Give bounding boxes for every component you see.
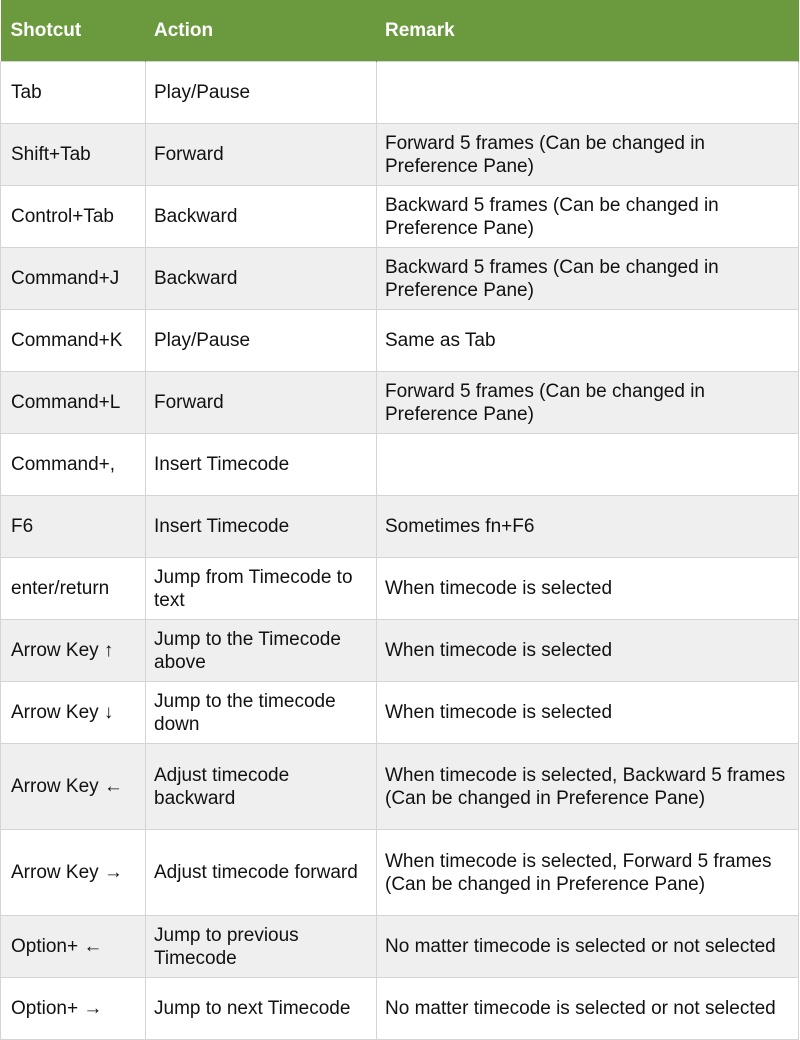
table-row xyxy=(1,310,799,372)
table-row xyxy=(1,830,799,916)
cell-remark: When timecode is selected, Backward 5 frames (Can be changed in Preference Pane) xyxy=(377,744,799,830)
cell-remark: When timecode is selected, Forward 5 frames (Can be changed in Preference Pane) xyxy=(377,830,799,916)
cell-shortcut: enter/return xyxy=(1,558,146,620)
cell-remark: No matter timecode is selected or not selected xyxy=(377,978,799,1040)
cell-shortcut: Option+ ← xyxy=(1,916,146,978)
cell-shortcut: Command+L xyxy=(1,372,146,434)
table-row xyxy=(1,916,799,978)
cell-action: Adjust timecode backward xyxy=(146,744,377,830)
cell-action: Backward xyxy=(146,248,377,310)
cell-remark: Backward 5 frames (Can be changed in Preference Pane) xyxy=(377,248,799,310)
table-row xyxy=(1,248,799,310)
cell-action: Adjust timecode forward xyxy=(146,830,377,916)
cell-remark: Forward 5 frames (Can be changed in Preference Pane) xyxy=(377,124,799,186)
cell-shortcut: Command+K xyxy=(1,310,146,372)
cell-shortcut: Command+, xyxy=(1,434,146,496)
table-row xyxy=(1,186,799,248)
cell-remark: When timecode is selected xyxy=(377,558,799,620)
header-action: Action xyxy=(146,0,377,62)
table-row xyxy=(1,978,799,1040)
cell-action: Jump to previous Timecode xyxy=(146,916,377,978)
cell-remark: No matter timecode is selected or not selected xyxy=(377,916,799,978)
cell-remark: Same as Tab xyxy=(377,310,799,372)
cell-shortcut: Arrow Key ← xyxy=(1,744,146,830)
cell-shortcut: Arrow Key ↓ xyxy=(1,682,146,744)
cell-shortcut: Tab xyxy=(1,62,146,124)
cell-action: Jump to next Timecode xyxy=(146,978,377,1040)
table-row xyxy=(1,744,799,830)
table-row xyxy=(1,620,799,682)
table-row xyxy=(1,372,799,434)
cell-shortcut: Shift+Tab xyxy=(1,124,146,186)
cell-remark xyxy=(377,434,799,496)
cell-shortcut: Command+J xyxy=(1,248,146,310)
table-row xyxy=(1,558,799,620)
cell-action: Forward xyxy=(146,372,377,434)
header-remark: Remark xyxy=(377,0,799,62)
table-row xyxy=(1,62,799,124)
cell-action: Backward xyxy=(146,186,377,248)
cell-remark xyxy=(377,62,799,124)
cell-shortcut: F6 xyxy=(1,496,146,558)
cell-action: Forward xyxy=(146,124,377,186)
cell-action: Play/Pause xyxy=(146,62,377,124)
cell-remark: Backward 5 frames (Can be changed in Preference Pane) xyxy=(377,186,799,248)
cell-action: Jump to the Timecode above xyxy=(146,620,377,682)
cell-remark: Sometimes fn+F6 xyxy=(377,496,799,558)
cell-shortcut: Arrow Key ↑ xyxy=(1,620,146,682)
cell-shortcut: Arrow Key → xyxy=(1,830,146,916)
table-row xyxy=(1,682,799,744)
table-header-row xyxy=(1,0,799,62)
cell-remark: Forward 5 frames (Can be changed in Preference Pane) xyxy=(377,372,799,434)
cell-shortcut: Option+ → xyxy=(1,978,146,1040)
cell-action: Jump from Timecode to text xyxy=(146,558,377,620)
table-row xyxy=(1,434,799,496)
cell-action: Play/Pause xyxy=(146,310,377,372)
cell-action: Insert Timecode xyxy=(146,496,377,558)
cell-remark: When timecode is selected xyxy=(377,620,799,682)
table-row xyxy=(1,496,799,558)
table-row xyxy=(1,124,799,186)
cell-action: Insert Timecode xyxy=(146,434,377,496)
header-shortcut: Shotcut xyxy=(1,0,146,62)
cell-shortcut: Control+Tab xyxy=(1,186,146,248)
cell-remark: When timecode is selected xyxy=(377,682,799,744)
cell-action: Jump to the timecode down xyxy=(146,682,377,744)
